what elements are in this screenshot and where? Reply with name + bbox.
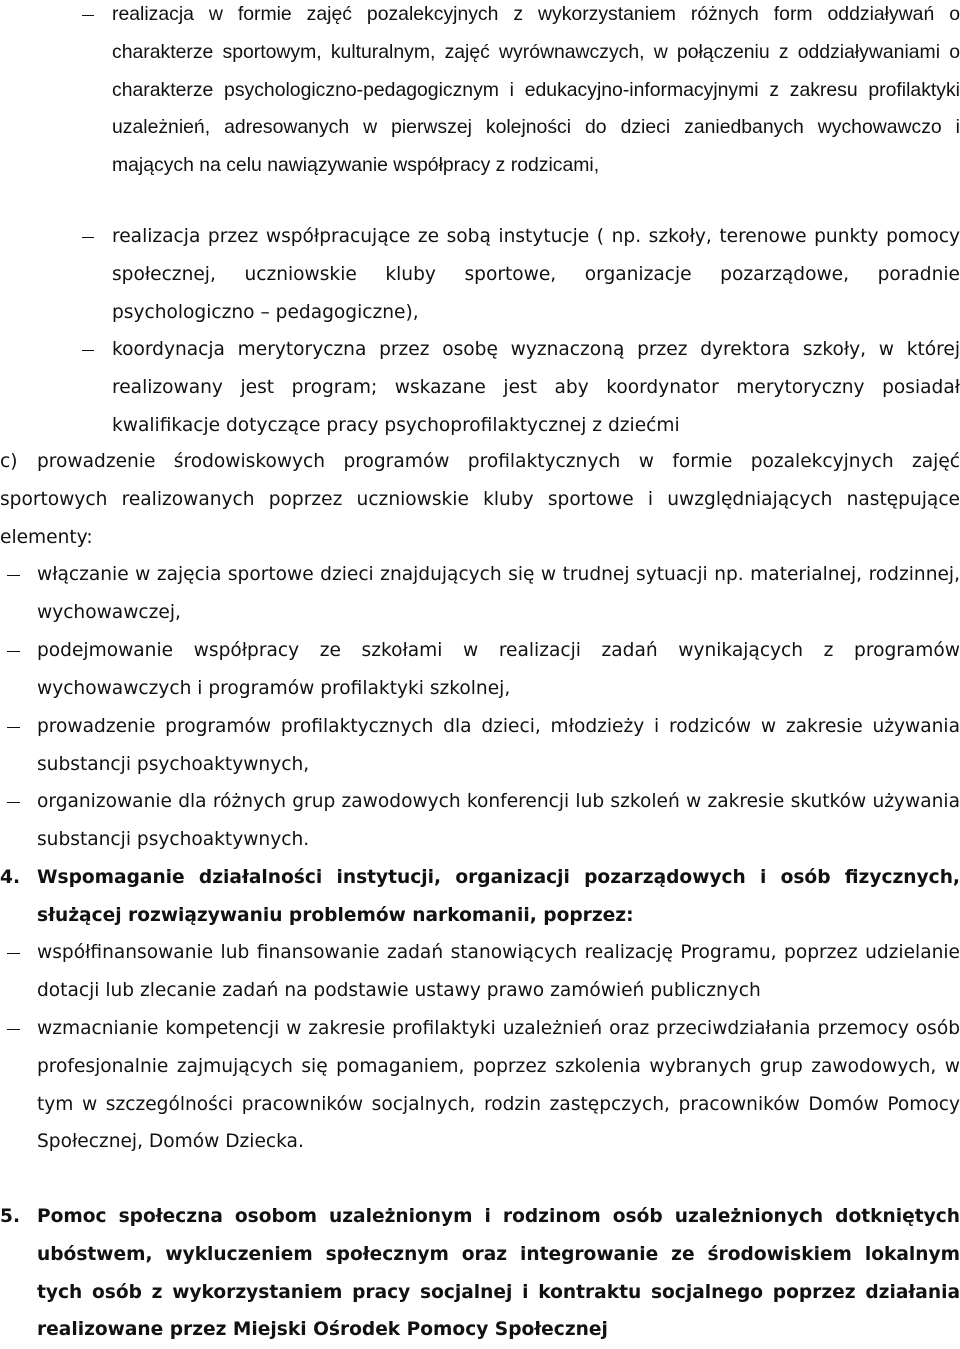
list-item-text: podejmowanie współpracy ze szkołami w realizacji zadań wynikających z programów wychowawczych i programów profilaktyki szkolnej, <box>37 640 960 699</box>
list-item <box>112 331 960 444</box>
list-item-text: współfinansowanie lub finansowanie zadań stanowiących realizację Programu, poprzez udzielanie dotacji lub zlecanie zadań na podstawie ustawy prawo zamówień publicznych <box>37 942 960 1001</box>
list-item-text: prowadzenie środowiskowych programów profilaktycznych w formie pozalekcyjnych zajęć sportowych realizowanych poprzez uczniowskie kluby sportowe i uwzględniających następujące elementy: <box>0 451 960 548</box>
list-item-text: wzmacnianie kompetencji w zakresie profilaktyki uzależnień oraz przeciwdziałania przemocy osób profesjonalnie zajmujących się pomaganiem, poprzez szkolenia wybranych grup zawodowych, w tym w szczególności pracowników socjalnych, rodzin zastępczych, pracowników Domów Pomocy Społecznej, Domów Dziecka. <box>37 1018 960 1153</box>
list-item <box>0 443 960 556</box>
list-item <box>112 0 960 185</box>
section-heading <box>0 859 960 935</box>
list-item-text: włączanie w zajęcia sportowe dzieci znajdujących się w trudnej sytuacji np. materialnej, rodzinnej, wychowawczej, <box>37 564 960 623</box>
list-item <box>37 632 960 708</box>
list-item-text: prowadzenie programów profilaktycznych dla dzieci, młodzieży i rodziców w zakresie używania substancji psychoaktywnych, <box>37 716 960 775</box>
list-item-text: realizacja przez współpracujące ze sobą instytucje ( np. szkoły, terenowe punkty pomocy społecznej, uczniowskie kluby sportowe, organizacje pozarządowe, poradnie psychologiczno – pedagogiczne), <box>112 226 960 323</box>
section-heading <box>0 1198 960 1349</box>
list-item <box>37 708 960 784</box>
list-item-text: koordynacja merytoryczna przez osobę wyznaczoną przez dyrektora szkoły, w której realizowany jest program; wskazane jest aby koordynator merytoryczny posiadał kwalifikacje dotyczące pracy psychoprofilaktycznej z dziećmi <box>112 339 960 436</box>
section-number: 4. <box>0 867 21 888</box>
section-number: 5. <box>0 1206 21 1227</box>
item-marker: c) <box>0 451 18 472</box>
list-item <box>37 1010 960 1161</box>
section-heading-text: Pomoc społeczna osobom uzależnionym i rodzinom osób uzależnionych dotkniętych ubóstwem, wykluczeniem społecznym oraz integrowanie ze środowiskiem lokalnym tych osób z wykorzystaniem pracy socjalnej i kontraktu socjalnego poprzez działania realizowane przez Miejski Ośrodek Pomocy Społecznej <box>37 1206 960 1341</box>
list-item <box>112 218 960 331</box>
list-item <box>37 783 960 859</box>
list-item <box>37 556 960 632</box>
section-heading-text: Wspomaganie działalności instytucji, organizacji pozarządowych i osób fizycznych, służącej rozwiązywaniu problemów narkomanii, poprzez: <box>37 867 960 926</box>
list-item <box>37 934 960 1010</box>
list-item-text: realizacja w formie zajęć pozalekcyjnych z wykorzystaniem różnych form oddziaływań o charakterze sportowym, kulturalnym, zajęć wyrównawczych, w połączeniu z oddziaływaniami o charakterze psychologiczno-pedagogicznym i edukacyjno-informacyjnymi z zakresu profilaktyki uzależnień, adresowanych w pierwszej kolejności do dzieci zaniedbanych wychowawczo i mających na celu nawiązywanie współpracy z rodzicami, <box>112 3 960 177</box>
list-item-text: organizowanie dla różnych grup zawodowych konferencji lub szkoleń w zakresie skutków używania substancji psychoaktywnych. <box>37 791 960 850</box>
